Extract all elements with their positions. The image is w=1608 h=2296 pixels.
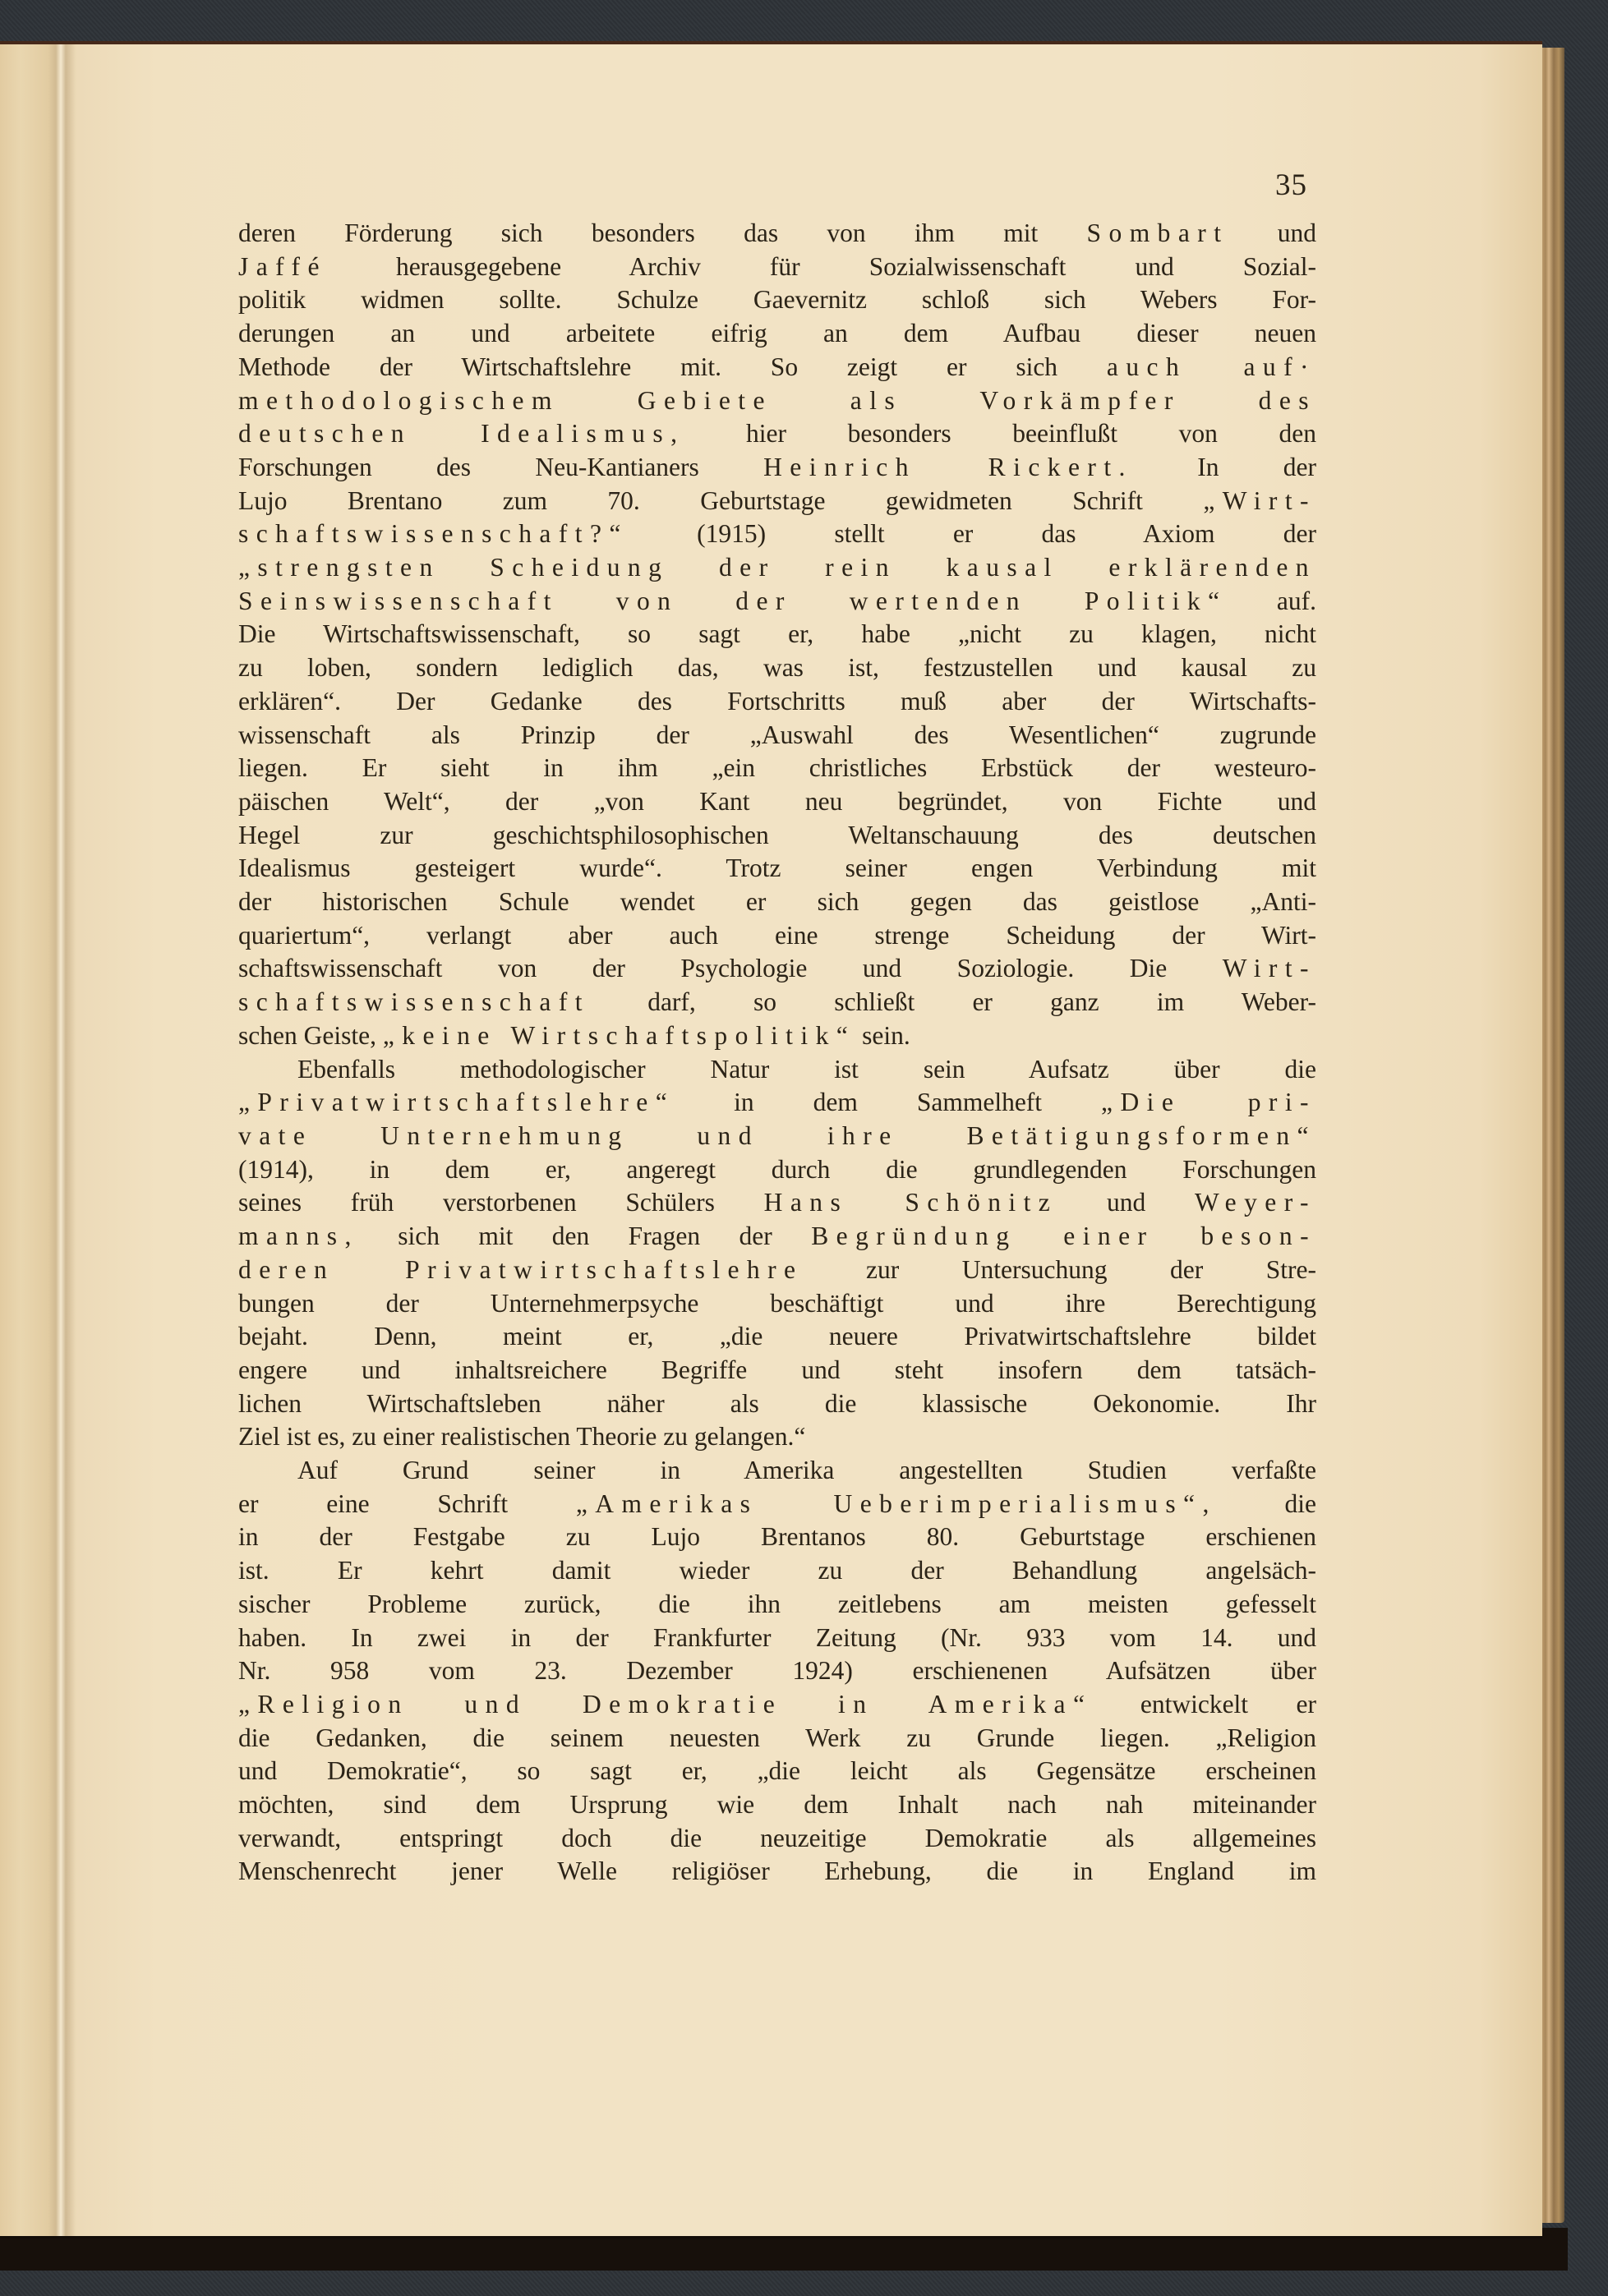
text-line <box>238 1186 1316 1220</box>
text-line <box>238 1420 1316 1454</box>
letterspaced-text: „Amerikas Ueberimperialismus“, <box>575 1488 1217 1518</box>
body-text: der historischen Schule wendet er sich gegen das geistlose „Anti- <box>238 887 1316 917</box>
text-line <box>238 1153 1316 1187</box>
text-line <box>238 1254 1316 1287</box>
body-text: (1914), in dem er, angeregt durch die grundlegenden Forschungen <box>238 1154 1316 1184</box>
body-text: herausgegebene Archiv für Sozialwissenschaft und Sozial- <box>326 251 1316 281</box>
letterspaced-text: „keine Wirtschaftspolitik“ <box>382 1020 856 1050</box>
text-line <box>238 417 1316 451</box>
text-line <box>238 719 1316 752</box>
text-line <box>238 384 1316 418</box>
body-text: auf. <box>1227 586 1316 615</box>
body-text: (1915) stellt er das Axiom der <box>628 519 1316 549</box>
body-text: sischer Probleme zurück, die ihn zeitlebens am meisten gefesselt <box>238 1589 1316 1618</box>
text-line <box>238 1654 1316 1688</box>
letterspaced-text: manns, <box>238 1222 359 1251</box>
text-line <box>238 1019 1316 1053</box>
letterspaced-text: methodologischem Gebiete als Vorkämpfer des <box>238 385 1316 415</box>
text-line <box>238 785 1316 819</box>
body-text: politik widmen sollte. Schulze Gaevernitz schloß sich Webers For- <box>238 285 1316 315</box>
letterspaced-text: „Wirt- <box>1203 485 1316 515</box>
text-line <box>238 1788 1316 1822</box>
body-text: Auf Grund seiner in Amerika angestellten Studien verfaßte <box>297 1456 1316 1485</box>
text-line <box>238 551 1316 585</box>
body-text: seines früh verstorbenen Schülers <box>238 1188 764 1217</box>
body-text: verwandt, entspringt doch die neuzeitige Demokratie als allgemeines <box>238 1823 1316 1852</box>
text-line <box>238 585 1316 619</box>
body-text: zur Untersuchung der Stre- <box>803 1254 1316 1284</box>
letterspaced-text: deren Privatwirtschaftslehre <box>238 1254 804 1284</box>
body-text: derungen an und arbeitete eifrig an dem Aufbau dieser neuen <box>238 319 1316 348</box>
text-line <box>238 1521 1316 1554</box>
body-text: Methode der Wirtschaftslehre mit. So zeigt er sich <box>238 352 1107 381</box>
text-line <box>238 952 1316 986</box>
text-line <box>238 1688 1316 1722</box>
text-line <box>238 518 1316 551</box>
body-text: sein. <box>855 1020 910 1050</box>
text-line <box>238 1320 1316 1354</box>
body-text: Idealismus gesteigert wurde“. Trotz seiner engen Verbindung mit <box>238 854 1316 883</box>
text-line <box>238 1287 1316 1321</box>
body-text: Ebenfalls methodologischer Natur ist sein Aufsatz über die <box>297 1054 1316 1084</box>
text-line <box>238 1588 1316 1622</box>
text-line <box>238 886 1316 919</box>
body-text: Ziel ist es, zu einer realistischen Theorie zu gelangen.“ <box>238 1422 806 1452</box>
text-line <box>238 1822 1316 1856</box>
text-line <box>238 986 1316 1019</box>
letterspaced-text: Weyer- <box>1195 1188 1316 1217</box>
body-text: darf, so schließt er ganz im Weber- <box>589 987 1316 1017</box>
text-line <box>238 651 1316 685</box>
text-line <box>238 1622 1316 1655</box>
body-text: die Gedanken, die seinem neuesten Werk zu Grunde liegen. „Religion <box>238 1723 1316 1752</box>
text-line <box>238 1855 1316 1889</box>
text-line <box>238 1220 1316 1254</box>
text-line <box>238 351 1316 384</box>
letterspaced-text: Sombart <box>1086 219 1229 247</box>
text-block <box>238 217 1316 1889</box>
letterspaced-text: „Die pri- <box>1101 1088 1316 1117</box>
body-text: haben. In zwei in der Frankfurter Zeitung (Nr. 933 vom 14. und <box>238 1622 1316 1652</box>
text-line <box>238 1755 1316 1788</box>
text-line <box>238 752 1316 785</box>
body-text: in dem Sammelheft <box>675 1088 1102 1117</box>
body-text: päischen Welt“, der „von Kant neu begründet, von Fichte und <box>238 786 1316 816</box>
letterspaced-text: auch auf· <box>1106 352 1316 381</box>
body-text: quariertum“, verlangt aber auch eine strenge Scheidung der Wirt- <box>238 920 1316 950</box>
body-text: und <box>1228 219 1317 247</box>
letterspaced-text: vate Unternehmung und ihre Betätigungsformen“ <box>238 1120 1316 1150</box>
body-text: er eine Schrift <box>238 1488 576 1518</box>
text-line <box>238 618 1316 651</box>
letterspaced-text: Jaffé <box>238 251 327 281</box>
page-stack-edge <box>1540 48 1564 2223</box>
letterspaced-text: Wirt- <box>1222 954 1316 983</box>
text-line <box>238 485 1316 518</box>
text-line <box>238 283 1316 317</box>
letterspaced-text: „Privatwirtschaftslehre“ <box>238 1088 675 1117</box>
body-text: entwickelt er <box>1092 1689 1316 1719</box>
text-line <box>238 1554 1316 1588</box>
body-text: die <box>1216 1488 1317 1518</box>
text-line <box>238 1086 1316 1120</box>
text-line <box>238 1354 1316 1387</box>
letterspaced-text: Hans Schönitz <box>763 1188 1058 1217</box>
body-text: erklären“. Der Gedanke des Fortschritts muß aber der Wirtschafts- <box>238 686 1316 715</box>
text-line <box>238 685 1316 719</box>
text-line <box>238 1387 1316 1421</box>
text-line <box>238 919 1316 953</box>
body-text: schaftswissenschaft von der Psychologie und Soziologie. Die <box>238 954 1223 983</box>
text-line <box>238 317 1316 351</box>
body-text: Menschenrecht jener Welle religiöser Erhebung, die in England im <box>238 1857 1316 1886</box>
body-text: schen Geiste, <box>238 1020 383 1050</box>
body-text: lichen Wirtschaftsleben näher als die klassische Oekonomie. Ihr <box>238 1388 1316 1418</box>
body-text: zu loben, sondern lediglich das, was ist, festzustellen und kausal zu <box>238 653 1316 683</box>
text-line <box>238 451 1316 485</box>
text-line <box>238 1053 1316 1087</box>
letterspaced-text: schaftswissenschaft <box>238 987 590 1017</box>
body-text: und Demokratie“, so sagt er, „die leicht als Gegensätze erscheinen <box>238 1756 1316 1786</box>
text-line <box>238 217 1316 251</box>
body-text: deren Förderung sich besonders das von ihm mit <box>238 219 1087 247</box>
body-text: in der Festgabe zu Lujo Brentanos 80. Geburtstage erschienen <box>238 1522 1316 1552</box>
page-gutter-crease <box>48 44 76 2236</box>
body-text: bejaht. Denn, meint er, „die neuere Privatwirtschaftslehre bildet <box>238 1322 1316 1351</box>
letterspaced-text: „Religion und Demokratie in Amerika“ <box>238 1689 1093 1719</box>
body-text: Lujo Brentano zum 70. Geburtstage gewidmeten Schrift <box>238 485 1204 515</box>
letterspaced-text: Seinswissenschaft von der wertenden Politik“ <box>238 586 1228 615</box>
text-line <box>238 1454 1316 1488</box>
body-text: und <box>1057 1188 1196 1217</box>
body-text: hier besonders beeinflußt von den <box>684 419 1316 449</box>
body-text: Nr. 958 vom 23. Dezember 1924) erschienenen Aufsätzen über <box>238 1656 1316 1686</box>
body-text: engere und inhaltsreichere Begriffe und steht insofern dem tatsäch- <box>238 1355 1316 1384</box>
text-line <box>238 1722 1316 1755</box>
body-text: Hegel zur geschichtsphilosophischen Weltanschauung des deutschen <box>238 820 1316 849</box>
text-line <box>238 251 1316 284</box>
letterspaced-text: deutschen Idealismus, <box>238 419 685 449</box>
body-text: sich mit den Fragen der <box>358 1222 812 1251</box>
text-line <box>238 1120 1316 1153</box>
body-text: bungen der Unternehmerpsyche beschäftigt und ihre Berechtigung <box>238 1288 1316 1318</box>
body-text: möchten, sind dem Ursprung wie dem Inhalt nach nah miteinander <box>238 1790 1316 1820</box>
page-number: 35 <box>1275 168 1307 202</box>
letterspaced-text: Begründung einer beson- <box>811 1222 1317 1251</box>
letterspaced-text: Heinrich Rickert. <box>763 452 1133 481</box>
text-line <box>238 819 1316 853</box>
body-text: Forschungen des Neu-Kantianers <box>238 452 764 481</box>
body-text: ist. Er kehrt damit wieder zu der Behandlung angelsäch- <box>238 1556 1316 1585</box>
text-line <box>238 1488 1316 1521</box>
letterspaced-text: schaftswissenschaft?“ <box>238 519 629 549</box>
body-text: In der <box>1132 452 1316 481</box>
book-page <box>0 41 1542 2236</box>
body-text: liegen. Er sieht in ihm „ein christliches Erbstück der westeuro- <box>238 753 1316 783</box>
body-text: wissenschaft als Prinzip der „Auswahl des Wesentlichen“ zugrunde <box>238 720 1316 749</box>
body-text: Die Wirtschaftswissenschaft, so sagt er, habe „nicht zu klagen, nicht <box>238 619 1316 649</box>
text-line <box>238 852 1316 886</box>
letterspaced-text: „strengsten Scheidung der rein kausal erklärenden <box>238 553 1316 582</box>
